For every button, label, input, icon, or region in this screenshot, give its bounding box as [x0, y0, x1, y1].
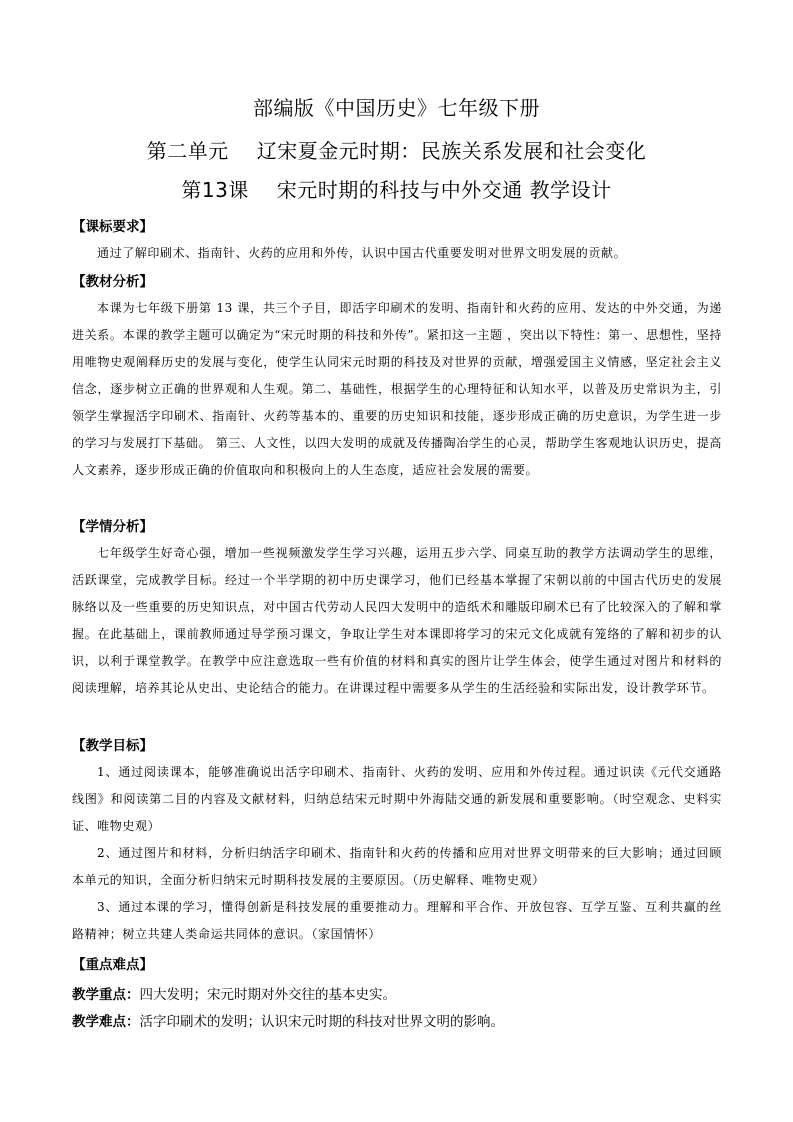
students-text: 七年级学生好奇心强，增加一些视频激发学生学习兴趣，运用五步六学、同桌互助的教学方法调动学生的思维，活跃课堂，完成教学目标。经过一个半学期的初中历史课学习，他们已经基本掌握了宋朝以前的中国古代历史的发展脉络以及一些重要的历史知识点，对中国古代劳动人民四大发明中的造纸术和雕版印刷术已有了比较深入的了解和掌握。在此基础上，课前教师通过导学预习课文，争取让学生对本课即将学习的宋元文化成就有笼络的了解和初步的认识，以利于课堂教学。在教学中应注意选取一些有价值的材料和真实的图片让学生体会，使学生通过对图片和材料的阅读理解，培养其论从史出、史论结合的能力。在讲课过程中需要多从学生的生活经验和实际出发，设计教学环节。	[72, 546, 722, 695]
students-heading: 【学情分析】	[72, 519, 153, 535]
standard-heading: 【课标要求】	[72, 219, 153, 235]
goals-heading: 【教学目标】	[72, 738, 153, 754]
goal-item-2: 2、通过图片和材料，分析归纳活字印刷术、指南针和火药的传播和应用对世界文明带来的巨大影响；通过回顾本单元的知识，全面分析归纳宋元时期科技发展的主要原因。（历史解释、唯物史观）	[72, 846, 722, 887]
key-point-line	[72, 985, 732, 1005]
goal-item-1: 1、通过阅读课本，能够准确说出活字印刷术、指南针、火药的发明、应用和外传过程。通过识读《元代交通路线图》和阅读第二目的内容及文献材料，归纳总结宋元时期中外海陆交通的新发展和重要影响。（时空观念、史料实证、唯物史观）	[72, 765, 722, 833]
unit-title	[0, 139, 793, 163]
textbook-text: 本课为七年级下册第 13 课，共三个子目，即活字印刷术的发明、指南针和火药的应用、发达的中外交通，为递进关系。本课的教学主题可以确定为“宋元时期的科技和外传”。紧扣这一主题 ，突出以下特性：第一、思想性，坚持用唯物史观阐释历史的发展与变化，使学生认同宋元时期的科技及对世界的贡献，增强爱国主义情感，坚定社会主义信念，逐步树立正确的世界观和人生观。第二、基础性，根据学生的心理特征和认知水平，以普及历史常识为主，引领学生掌握活字印刷术、指南针、火药等基本的、重要的历史知识和技能，逐步形成正确的历史意识，为学生进一步的学习与发展打下基础。 第三、人文性，以四大发明的成就及传播陶冶学生的心灵，帮助学生客观地认识历史，提高人文素养，逐步形成正确的价值取向和积极向上的人生态度，适应社会发展的需要。	[72, 301, 722, 477]
difficulty-line	[72, 1012, 732, 1032]
key-point-label: 教学重点：	[72, 987, 140, 1003]
goal-item-3: 3、通过本课的学习，懂得创新是科技发展的重要推动力。理解和平合作、开放包容、互学互鉴、互利共赢的丝路精神；树立共建人类命运共同体的意识。（家国情怀）	[72, 900, 722, 941]
difficulty-label: 教学难点：	[72, 1014, 140, 1030]
document-title	[0, 96, 793, 120]
key-point-text: 四大发明；宋元时期对外交往的基本史实。	[139, 987, 396, 1003]
focus-heading: 【重点难点】	[72, 957, 153, 973]
difficulty-text: 活字印刷术的发明；认识宋元时期的科技对世界文明的影响。	[139, 1014, 504, 1030]
unit-number: 第二单元	[146, 139, 229, 163]
standard-text: 通过了解印刷术、指南针、火药的应用和外传，认识中国古代重要发明对世界文明发展的贡献。	[97, 246, 627, 260]
textbook-heading: 【教材分析】	[72, 274, 153, 290]
lesson-topic: 宋元时期的科技与中外交通 教学设计	[276, 178, 612, 202]
lesson-title	[0, 178, 793, 202]
unit-topic: 辽宋夏金元时期：民族关系发展和社会变化	[256, 139, 647, 163]
lesson-number: 第13课	[181, 178, 249, 202]
title-text: 部编版《中国历史》七年级下册	[253, 96, 540, 120]
